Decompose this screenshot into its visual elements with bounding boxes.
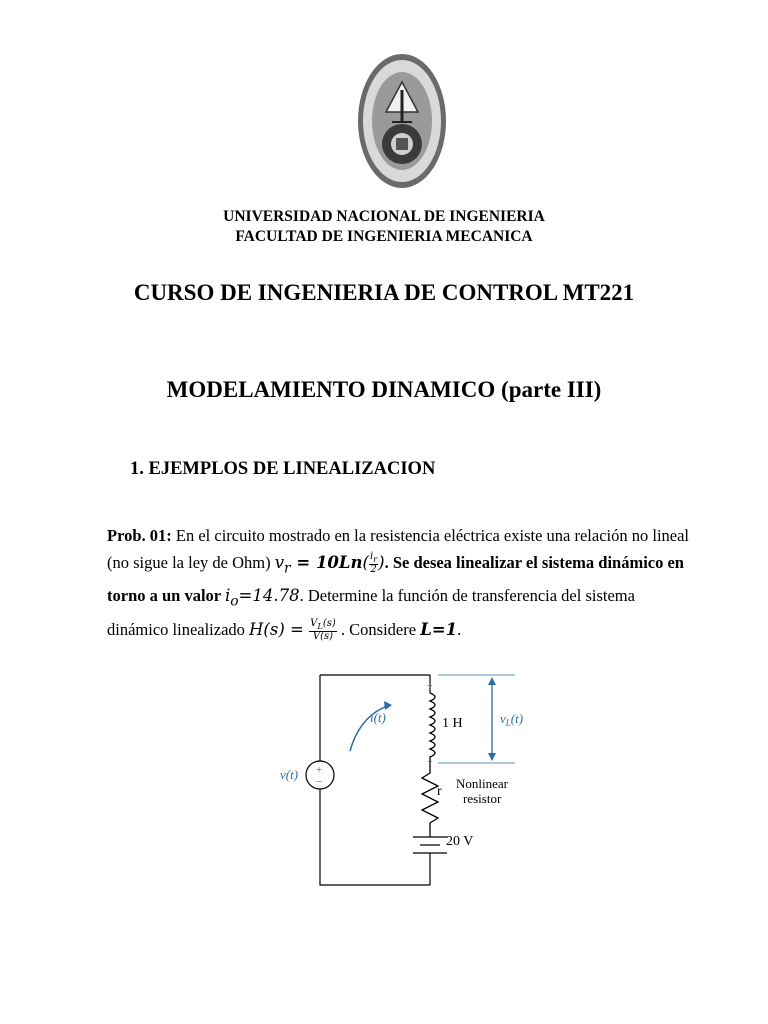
section-heading [130,459,435,480]
university-name: UNIVERSIDAD NACIONAL DE INGENIERIA [223,208,545,225]
inductance-value: L=1 [420,619,458,639]
inductor-plus: + [427,681,433,692]
circuit-diagram [270,665,530,895]
nonlinear-label-1: Nonlinear [456,776,508,791]
problem-text-1: En el circuito mostrado en la resistencia eléctrica existe una relación no lineal (no sigue la ley de Ohm) [107,526,690,572]
section-title: EJEMPLOS DE LINEALIZACION [148,459,436,479]
resistor-label: r [437,784,442,799]
section-number: 1. [130,459,144,479]
inductor-label: 1 H [442,716,463,731]
source-plus: + [316,764,323,776]
battery-icon [413,837,447,853]
faculty-name: FACULTAD DE INGENIERIA MECANICA [235,228,533,245]
university-seal-logo [356,52,448,190]
transfer-function: H(s) = $\frac{V_L(s)}{V(s)}$ [249,617,336,642]
problem-text-2: . Se desea linealizar el sistema dinámico en torno a un valor [107,553,684,606]
resistor-icon [422,763,438,833]
vl-label: $v_L(t)$ [500,711,524,728]
equation-vr: $v_r = 10Ln$( $\frac{i_r}{2}$ ) [274,551,385,577]
source-label: v(t) [280,767,299,782]
problem-statement: Prob. 01: En el circuito mostrado en la resistencia eléctrica existe una relación no lineal (no sigue la ley de Ohm) $v_r = 10Ln$( $\frac{i_r}{2}$ ). Se desea linealizar el sistema dinámico en torno a un valor $i_o=14.78$. Determine la función de transferencia del sistema dinámico linealizado H(s) = $\frac{V_L(s)}{V(s)}$ . Considere L=1. [107,526,690,642]
inductor-icon [430,693,435,763]
problem-text-3: . Determine la función de transferencia del sistema dinámico linealizado [107,586,635,639]
course-title: CURSO DE INGENIERIA DE CONTROL MT221 [133,280,635,305]
nonlinear-label-2: resistor [463,791,502,806]
problem-text-4: . Considere [336,619,421,639]
source-minus: − [316,776,323,788]
current-label: i(t) [370,710,386,725]
inductor-minus: − [427,757,433,768]
problem-label: Prob. 01: [107,526,172,545]
university-header [0,207,768,247]
initial-current: $i_o=14.78$ [224,586,300,610]
top-wire [320,675,430,693]
battery-label: 20 V [446,834,474,849]
topic-title: MODELAMIENTO DINAMICO (parte III) [166,377,602,402]
equation-fraction: $\frac{i_r}{2}$ [369,551,378,575]
